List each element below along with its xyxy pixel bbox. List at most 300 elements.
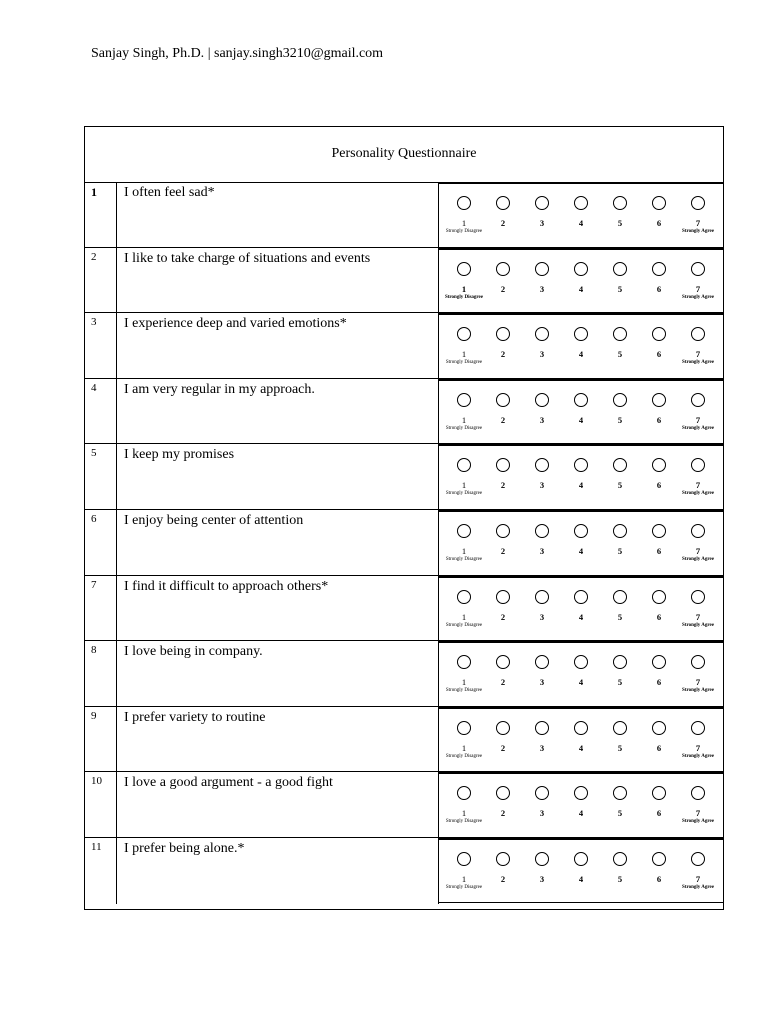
radio-circle-icon[interactable] xyxy=(574,393,588,407)
rating-option-number: 1 xyxy=(461,546,467,556)
radio-circle-icon[interactable] xyxy=(691,196,705,210)
radio-circle-icon[interactable] xyxy=(457,655,471,669)
rating-option-7[interactable] xyxy=(681,248,717,312)
question-number: 11 xyxy=(91,841,102,853)
question-statement-cell xyxy=(117,379,439,444)
rating-option-5[interactable] xyxy=(603,313,639,377)
rating-option-5[interactable] xyxy=(603,838,639,902)
scale-high-anchor: Strongly Agree xyxy=(682,622,714,628)
radio-circle-icon[interactable] xyxy=(652,852,666,866)
radio-circle-icon[interactable] xyxy=(691,458,705,472)
radio-circle-icon[interactable] xyxy=(652,327,666,341)
question-row xyxy=(85,707,723,773)
radio-circle-icon[interactable] xyxy=(496,721,510,735)
radio-circle-icon[interactable] xyxy=(457,852,471,866)
question-statement-cell xyxy=(117,182,439,247)
rating-option-3[interactable] xyxy=(525,313,561,377)
question-row xyxy=(85,313,723,379)
radio-circle-icon[interactable] xyxy=(496,590,510,604)
rating-option-number: 3 xyxy=(539,480,545,491)
rating-option-1[interactable] xyxy=(447,838,483,902)
radio-circle-icon[interactable] xyxy=(535,393,549,407)
rating-option-6[interactable] xyxy=(642,576,678,640)
scale-low-anchor: Strongly Disagree xyxy=(445,622,483,628)
radio-circle-icon[interactable] xyxy=(652,196,666,210)
rating-option-number: 4 xyxy=(578,546,584,556)
radio-circle-icon[interactable] xyxy=(457,786,471,800)
rating-option-1[interactable] xyxy=(447,379,483,443)
radio-circle-icon[interactable] xyxy=(496,393,510,407)
radio-circle-icon[interactable] xyxy=(457,721,471,735)
radio-circle-icon[interactable] xyxy=(613,393,627,407)
rating-option-number: 6 xyxy=(656,283,662,294)
rating-option-4[interactable] xyxy=(564,707,600,771)
rating-option-2[interactable] xyxy=(486,772,522,836)
rating-option-5[interactable] xyxy=(603,707,639,771)
rating-option-number: 7 xyxy=(695,546,701,556)
rating-option-1[interactable] xyxy=(447,313,483,377)
rating-option-6[interactable] xyxy=(642,313,678,377)
question-statement: I find it difficult to approach others* xyxy=(124,578,329,594)
rating-option-number: 5 xyxy=(617,611,623,622)
question-statement: I keep my promises xyxy=(124,447,235,463)
rating-option-3[interactable] xyxy=(525,510,561,574)
radio-circle-icon[interactable] xyxy=(691,590,705,604)
rating-option-5[interactable] xyxy=(603,576,639,640)
radio-circle-icon[interactable] xyxy=(691,327,705,341)
rating-scale xyxy=(439,379,723,444)
rating-scale xyxy=(439,248,723,313)
rating-option-number: 6 xyxy=(656,742,662,753)
radio-circle-icon[interactable] xyxy=(652,721,666,735)
rating-option-1[interactable] xyxy=(447,576,483,640)
rating-option-2[interactable] xyxy=(486,641,522,705)
question-statement: I experience deep and varied emotions* xyxy=(124,316,347,332)
radio-circle-icon[interactable] xyxy=(535,721,549,735)
question-statement: I often feel sad* xyxy=(124,185,215,200)
radio-circle-icon[interactable] xyxy=(574,524,588,538)
rating-option-2[interactable] xyxy=(486,248,522,312)
rating-option-number: 6 xyxy=(656,218,662,228)
question-number-cell xyxy=(85,313,117,378)
rating-option-number: 7 xyxy=(695,414,701,425)
radio-circle-icon[interactable] xyxy=(613,458,627,472)
rating-option-number: 1 xyxy=(461,611,467,622)
question-row xyxy=(85,379,723,445)
rating-option-number: 5 xyxy=(617,283,623,294)
rating-option-number: 6 xyxy=(656,677,662,688)
question-number: 9 xyxy=(91,709,97,722)
question-statement-cell xyxy=(117,313,439,378)
scale-high-anchor: Strongly Agree xyxy=(682,753,714,759)
radio-circle-icon[interactable] xyxy=(496,262,510,276)
rating-scale xyxy=(439,313,723,378)
rating-option-2[interactable] xyxy=(486,707,522,771)
radio-circle-icon[interactable] xyxy=(613,655,627,669)
radio-circle-icon[interactable] xyxy=(457,524,471,538)
rating-option-number: 4 xyxy=(578,874,584,884)
rating-option-number: 2 xyxy=(500,808,506,819)
author-email: sanjay.singh3210@gmail.com xyxy=(214,46,384,61)
radio-circle-icon[interactable] xyxy=(457,262,471,276)
question-statement-cell xyxy=(117,641,439,706)
radio-circle-icon[interactable] xyxy=(652,590,666,604)
radio-circle-icon[interactable] xyxy=(535,196,549,210)
rating-option-6[interactable] xyxy=(642,444,678,508)
question-row xyxy=(85,182,723,248)
rating-option-number: 3 xyxy=(539,742,545,753)
rating-option-number: 5 xyxy=(617,874,623,884)
rating-option-6[interactable] xyxy=(642,379,678,443)
radio-circle-icon[interactable] xyxy=(535,852,549,866)
rating-option-number: 2 xyxy=(500,677,506,688)
rating-scale xyxy=(439,576,723,641)
rating-option-5[interactable] xyxy=(603,641,639,705)
rating-option-5[interactable] xyxy=(603,379,639,443)
rating-option-number: 4 xyxy=(578,677,584,688)
radio-circle-icon[interactable] xyxy=(496,786,510,800)
page-header xyxy=(91,46,383,62)
rating-option-number: 3 xyxy=(539,283,545,294)
rating-option-number: 6 xyxy=(656,480,662,491)
rating-option-2[interactable] xyxy=(486,379,522,443)
question-statement: I like to take charge of situations and events xyxy=(124,250,371,266)
question-number: 3 xyxy=(91,316,97,329)
radio-circle-icon[interactable] xyxy=(574,458,588,472)
rating-option-2[interactable] xyxy=(486,444,522,508)
question-number-cell xyxy=(85,707,117,772)
rating-option-3[interactable] xyxy=(525,379,561,443)
rating-option-4[interactable] xyxy=(564,182,600,246)
radio-circle-icon[interactable] xyxy=(691,852,705,866)
radio-circle-icon[interactable] xyxy=(613,786,627,800)
rating-option-number: 7 xyxy=(695,677,701,688)
radio-circle-icon[interactable] xyxy=(457,393,471,407)
header-separator: | xyxy=(207,46,211,61)
rating-option-number: 5 xyxy=(617,742,623,753)
rating-option-3[interactable] xyxy=(525,838,561,902)
radio-circle-icon[interactable] xyxy=(496,852,510,866)
question-statement-cell xyxy=(117,444,439,509)
radio-circle-icon[interactable] xyxy=(574,262,588,276)
question-number-cell xyxy=(85,379,117,444)
scale-low-anchor: Strongly Disagree xyxy=(445,360,483,366)
rating-option-1[interactable] xyxy=(444,248,483,312)
rating-option-number: 2 xyxy=(500,611,506,622)
radio-circle-icon[interactable] xyxy=(457,590,471,604)
rating-option-3[interactable] xyxy=(525,576,561,640)
rating-option-5[interactable] xyxy=(603,510,639,574)
rating-option-1[interactable] xyxy=(447,510,483,574)
rating-option-4[interactable] xyxy=(564,772,600,836)
rating-scale xyxy=(439,838,723,904)
radio-circle-icon[interactable] xyxy=(457,327,471,341)
rating-option-4[interactable] xyxy=(564,379,600,443)
rating-option-number: 3 xyxy=(539,677,545,688)
rating-option-6[interactable] xyxy=(642,248,678,312)
radio-circle-icon[interactable] xyxy=(574,590,588,604)
rating-option-number: 4 xyxy=(578,349,584,360)
question-number-cell xyxy=(85,576,117,641)
radio-circle-icon[interactable] xyxy=(691,721,705,735)
radio-circle-icon[interactable] xyxy=(535,524,549,538)
radio-circle-icon[interactable] xyxy=(613,524,627,538)
rating-option-number: 5 xyxy=(617,808,623,819)
radio-circle-icon[interactable] xyxy=(535,786,549,800)
rating-option-7[interactable] xyxy=(681,772,717,836)
rating-option-number: 1 xyxy=(461,677,467,688)
rating-option-1[interactable] xyxy=(447,444,483,508)
rating-option-4[interactable] xyxy=(564,641,600,705)
rating-option-4[interactable] xyxy=(564,838,600,902)
rating-option-number: 5 xyxy=(617,546,623,556)
rating-option-1[interactable] xyxy=(447,772,483,836)
radio-circle-icon[interactable] xyxy=(574,196,588,210)
rating-option-2[interactable] xyxy=(486,576,522,640)
rating-option-3[interactable] xyxy=(525,444,561,508)
radio-circle-icon[interactable] xyxy=(496,196,510,210)
scale-high-anchor: Strongly Agree xyxy=(682,885,714,890)
rating-scale xyxy=(439,641,723,706)
rating-option-6[interactable] xyxy=(642,838,678,902)
scale-low-anchor: Strongly Disagree xyxy=(445,425,483,431)
question-row xyxy=(85,510,723,576)
rating-option-7[interactable] xyxy=(681,641,717,705)
question-statement-cell xyxy=(117,510,439,575)
rating-option-1[interactable] xyxy=(447,641,483,705)
rating-option-number: 7 xyxy=(695,480,701,491)
scale-low-anchor: Strongly Disagree xyxy=(444,294,483,300)
scale-high-anchor: Strongly Agree xyxy=(682,360,714,366)
radio-circle-icon[interactable] xyxy=(613,262,627,276)
rating-option-number: 6 xyxy=(656,414,662,425)
rating-option-number: 7 xyxy=(695,742,701,753)
rating-option-number: 2 xyxy=(500,874,506,884)
radio-circle-icon[interactable] xyxy=(652,393,666,407)
rating-option-number: 6 xyxy=(656,349,662,360)
radio-circle-icon[interactable] xyxy=(691,393,705,407)
rating-option-number: 3 xyxy=(539,349,545,360)
rating-option-number: 1 xyxy=(461,218,467,228)
rating-option-7[interactable] xyxy=(681,510,717,574)
radio-circle-icon[interactable] xyxy=(691,262,705,276)
radio-circle-icon[interactable] xyxy=(613,721,627,735)
radio-circle-icon[interactable] xyxy=(652,262,666,276)
rating-option-number: 1 xyxy=(461,808,467,819)
question-number-cell xyxy=(85,510,117,575)
question-number-cell xyxy=(85,641,117,706)
radio-circle-icon[interactable] xyxy=(574,327,588,341)
rating-option-number: 5 xyxy=(617,414,623,425)
radio-circle-icon[interactable] xyxy=(457,458,471,472)
scale-low-anchor: Strongly Disagree xyxy=(445,819,483,825)
rating-option-number: 1 xyxy=(461,874,467,884)
rating-option-4[interactable] xyxy=(564,510,600,574)
question-statement-cell xyxy=(117,707,439,772)
rating-option-number: 4 xyxy=(578,283,584,294)
radio-circle-icon[interactable] xyxy=(691,786,705,800)
rating-option-number: 3 xyxy=(539,546,545,556)
rating-option-number: 2 xyxy=(500,414,506,425)
rating-option-number: 6 xyxy=(656,546,662,556)
rating-option-7[interactable] xyxy=(681,313,717,377)
question-statement-cell xyxy=(117,838,439,904)
radio-circle-icon[interactable] xyxy=(652,524,666,538)
rating-scale xyxy=(439,707,723,772)
rating-option-2[interactable] xyxy=(486,313,522,377)
scale-high-anchor: Strongly Agree xyxy=(682,688,714,694)
rating-scale xyxy=(439,772,723,837)
radio-circle-icon[interactable] xyxy=(574,786,588,800)
question-statement: I love being in company. xyxy=(124,644,263,660)
rating-option-7[interactable] xyxy=(681,707,717,771)
question-statement: I love a good argument - a good fight xyxy=(124,775,333,791)
rating-option-number: 2 xyxy=(500,283,506,294)
rating-option-5[interactable] xyxy=(603,182,639,246)
rating-option-6[interactable] xyxy=(642,510,678,574)
rating-option-3[interactable] xyxy=(525,772,561,836)
rating-option-5[interactable] xyxy=(603,248,639,312)
radio-circle-icon[interactable] xyxy=(496,524,510,538)
radio-circle-icon[interactable] xyxy=(574,852,588,866)
radio-circle-icon[interactable] xyxy=(574,655,588,669)
question-number-cell xyxy=(85,248,117,313)
questionnaire-table xyxy=(84,126,724,910)
question-number: 1 xyxy=(91,185,97,199)
rating-option-5[interactable] xyxy=(603,772,639,836)
radio-circle-icon[interactable] xyxy=(496,655,510,669)
rating-option-number: 3 xyxy=(539,808,545,819)
questionnaire-title-row xyxy=(85,127,723,183)
question-statement: I prefer being alone.* xyxy=(124,841,245,856)
rating-option-number: 5 xyxy=(617,349,623,360)
rating-option-2[interactable] xyxy=(486,510,522,574)
rating-option-number: 4 xyxy=(578,414,584,425)
rating-option-6[interactable] xyxy=(642,641,678,705)
rating-option-1[interactable] xyxy=(447,182,483,246)
rating-option-2[interactable] xyxy=(486,838,522,902)
rating-option-number: 1 xyxy=(461,283,467,294)
scale-bottom-divider xyxy=(439,902,723,903)
rating-option-number: 4 xyxy=(578,611,584,622)
radio-circle-icon[interactable] xyxy=(496,327,510,341)
rating-option-number: 2 xyxy=(500,480,506,491)
question-row xyxy=(85,641,723,707)
scale-low-anchor: Strongly Disagree xyxy=(445,753,483,759)
rating-option-number: 6 xyxy=(656,611,662,622)
rating-option-7[interactable] xyxy=(681,379,717,443)
rating-option-number: 2 xyxy=(500,218,506,228)
rating-option-number: 3 xyxy=(539,218,545,228)
rating-option-number: 7 xyxy=(695,283,701,294)
rating-option-number: 3 xyxy=(539,874,545,884)
question-number: 7 xyxy=(91,578,97,591)
radio-circle-icon[interactable] xyxy=(574,721,588,735)
radio-circle-icon[interactable] xyxy=(652,458,666,472)
radio-circle-icon[interactable] xyxy=(652,786,666,800)
scale-low-anchor: Strongly Disagree xyxy=(445,885,483,890)
radio-circle-icon[interactable] xyxy=(535,262,549,276)
radio-circle-icon[interactable] xyxy=(613,852,627,866)
radio-circle-icon[interactable] xyxy=(652,655,666,669)
question-statement: I enjoy being center of attention xyxy=(124,513,304,528)
rating-option-2[interactable] xyxy=(486,182,522,246)
rating-option-6[interactable] xyxy=(642,182,678,246)
rating-option-3[interactable] xyxy=(525,707,561,771)
rating-option-4[interactable] xyxy=(564,576,600,640)
rating-option-6[interactable] xyxy=(642,707,678,771)
rating-option-4[interactable] xyxy=(564,248,600,312)
rating-option-number: 4 xyxy=(578,742,584,753)
rating-option-number: 5 xyxy=(617,480,623,491)
rating-option-3[interactable] xyxy=(525,182,561,246)
question-row xyxy=(85,444,723,510)
radio-circle-icon[interactable] xyxy=(535,458,549,472)
radio-circle-icon[interactable] xyxy=(613,590,627,604)
radio-circle-icon[interactable] xyxy=(535,590,549,604)
radio-circle-icon[interactable] xyxy=(691,524,705,538)
questionnaire-title: Personality Questionnaire xyxy=(331,146,477,161)
radio-circle-icon[interactable] xyxy=(535,327,549,341)
rating-option-number: 2 xyxy=(500,546,506,556)
radio-circle-icon[interactable] xyxy=(457,196,471,210)
rating-option-4[interactable] xyxy=(564,313,600,377)
radio-circle-icon[interactable] xyxy=(691,655,705,669)
scale-high-anchor: Strongly Agree xyxy=(682,294,714,300)
rating-option-number: 1 xyxy=(461,480,467,491)
question-number: 2 xyxy=(91,250,97,263)
question-number: 4 xyxy=(91,381,97,394)
rating-option-number: 2 xyxy=(500,349,506,360)
question-number: 6 xyxy=(91,513,97,525)
rating-option-1[interactable] xyxy=(447,707,483,771)
rating-option-5[interactable] xyxy=(603,444,639,508)
question-statement-cell xyxy=(117,248,439,313)
rating-option-4[interactable] xyxy=(564,444,600,508)
rating-option-7[interactable] xyxy=(681,838,717,902)
radio-circle-icon[interactable] xyxy=(613,327,627,341)
rating-option-number: 3 xyxy=(539,611,545,622)
scale-low-anchor: Strongly Disagree xyxy=(445,229,483,234)
radio-circle-icon[interactable] xyxy=(496,458,510,472)
radio-circle-icon[interactable] xyxy=(535,655,549,669)
rating-option-6[interactable] xyxy=(642,772,678,836)
scale-high-anchor: Strongly Agree xyxy=(682,557,714,562)
rating-scale xyxy=(439,510,723,575)
question-statement: I am very regular in my approach. xyxy=(124,381,315,397)
question-statement-cell xyxy=(117,772,439,837)
scale-low-anchor: Strongly Disagree xyxy=(445,557,483,562)
rating-option-number: 4 xyxy=(578,808,584,819)
scale-high-anchor: Strongly Agree xyxy=(682,491,714,497)
rating-option-number: 3 xyxy=(539,414,545,425)
rating-option-3[interactable] xyxy=(525,248,561,312)
rating-option-3[interactable] xyxy=(525,641,561,705)
scale-high-anchor: Strongly Agree xyxy=(682,425,714,431)
question-statement: I prefer variety to routine xyxy=(124,709,266,725)
rating-option-7[interactable] xyxy=(681,444,717,508)
question-number: 5 xyxy=(91,447,97,460)
rating-option-number: 7 xyxy=(695,218,701,228)
rating-option-7[interactable] xyxy=(681,576,717,640)
radio-circle-icon[interactable] xyxy=(613,196,627,210)
rating-option-number: 4 xyxy=(578,218,584,228)
rating-option-number: 7 xyxy=(695,611,701,622)
author-name: Sanjay Singh, Ph.D. xyxy=(91,46,205,61)
rating-option-number: 7 xyxy=(695,874,701,884)
rating-option-number: 6 xyxy=(656,808,662,819)
rating-option-7[interactable] xyxy=(681,182,717,246)
